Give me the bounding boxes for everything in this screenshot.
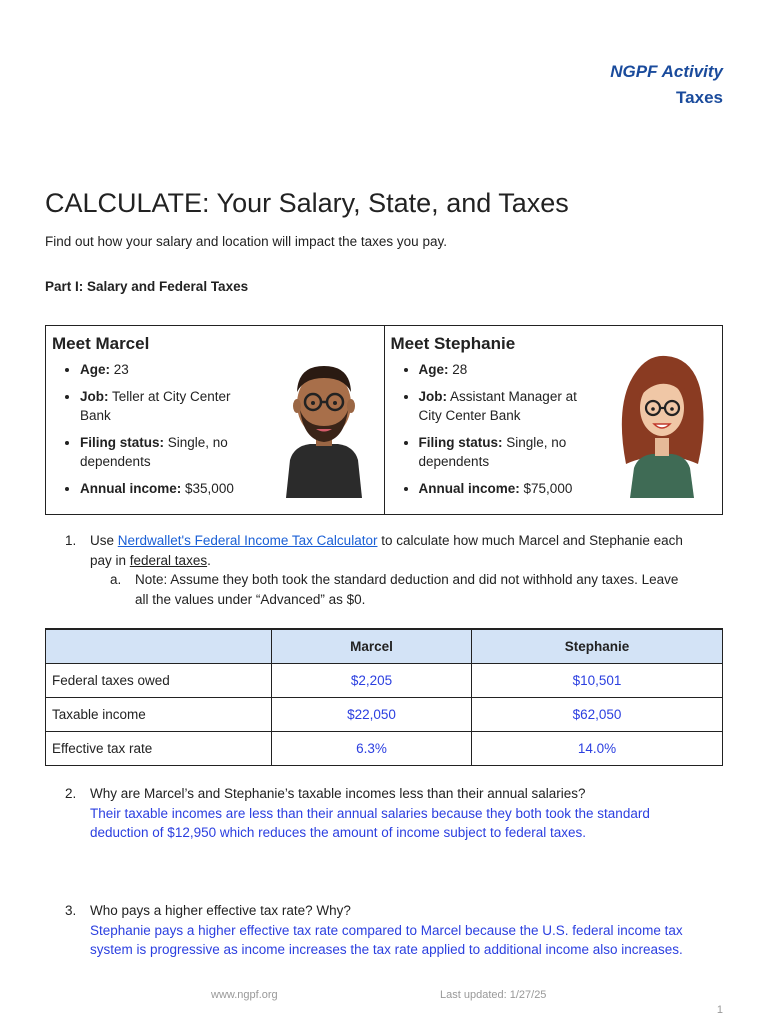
marcel-value[interactable]: $2,205 [272,664,472,698]
question-number: 1. [65,533,77,548]
part-heading: Part I: Salary and Federal Taxes [45,279,249,294]
question-body: Use Nerdwallet's Federal Income Tax Calculator to calculate how much Marcel and Stephanie each pay in federal taxes. a. Note: Assume they both took the standard deduction and did not withhold any taxes. Leave all the values under “Advanced” as $0. [90,531,690,609]
table-header-row [46,629,723,664]
nerdwallet-calculator-link[interactable]: Nerdwallet's Federal Income Tax Calculator [117,533,378,548]
person-card-marcel [46,326,384,514]
detail-filing: • Filing status: Single, no dependents [80,433,265,471]
page-number: 1 [716,1004,723,1016]
brand-activity: NGPF Activity [610,62,723,81]
table-row [46,732,723,766]
stephanie-avatar-illustration [620,352,704,498]
question-text: Who pays a higher effective tax rate? Why? [90,903,351,918]
table-header-blank [46,629,272,664]
table-header-marcel: Marcel [272,629,472,664]
question-body [90,784,690,843]
answer-text[interactable]: Their taxable incomes are less than their annual salaries because they both took the standard deduction of $12,950 which reduces the amount of income subject to federal taxes. [90,805,650,840]
marcel-value[interactable]: $22,050 [272,698,472,732]
marcel-value[interactable]: 6.3% [272,732,472,766]
row-label: Federal taxes owed [46,664,272,698]
question-text: Why are Marcel’s and Stephanie’s taxable incomes less than their annual salaries? [90,786,586,801]
question-3 [65,901,690,960]
stephanie-value[interactable]: $10,501 [472,664,723,698]
person-heading: Meet Marcel [52,334,150,353]
row-label: Taxable income [46,698,272,732]
detail-age: • Age: 28 [419,360,604,379]
person-details [52,360,265,498]
page-title: CALCULATE: Your Salary, State, and Taxes [45,188,569,218]
table-header-stephanie: Stephanie [472,629,723,664]
question-1 [65,531,690,609]
detail-job: • Job: Teller at City Center Bank [80,387,265,425]
person-card-stephanie [384,326,723,514]
question-2 [65,784,690,843]
table-row [46,698,723,732]
person-heading: Meet Stephanie [390,334,516,353]
page-subtitle: Find out how your salary and location will impact the taxes you pay. [45,234,447,249]
footer-site: www.ngpf.org [211,989,278,1001]
marcel-avatar-illustration [282,352,366,498]
footer-updated: Last updated: 1/27/25 [440,989,547,1001]
stephanie-value[interactable]: 14.0% [472,732,723,766]
federal-tax-table [45,628,723,766]
detail-job: • Job: Assistant Manager at City Center Bank [419,387,604,425]
detail-filing: • Filing status: Single, no dependents [419,433,604,471]
question-number: 2. [65,786,77,801]
person-details [391,360,604,498]
table-row [46,664,723,698]
stephanie-value[interactable]: $62,050 [472,698,723,732]
question-body [90,901,690,960]
people-table [45,325,723,515]
detail-income: • Annual income: $35,000 [80,479,265,498]
question-1a: a. Note: Assume they both took the standard deduction and did not withhold any taxes. Leave all the values under “Advanced” as $0. [110,572,679,607]
detail-income: • Annual income: $75,000 [419,479,604,498]
answer-text[interactable]: Stephanie pays a higher effective tax rate compared to Marcel because the U.S. federal income tax system is progressive as income increases the tax rate applied to additional income also increases. [90,922,683,957]
row-label: Effective tax rate [46,732,272,766]
detail-age: • Age: 23 [80,360,265,379]
brand-topic: Taxes [676,88,723,107]
brand-block [610,59,723,111]
federal-taxes-link: federal taxes [129,552,208,568]
question-number: 3. [65,903,77,918]
